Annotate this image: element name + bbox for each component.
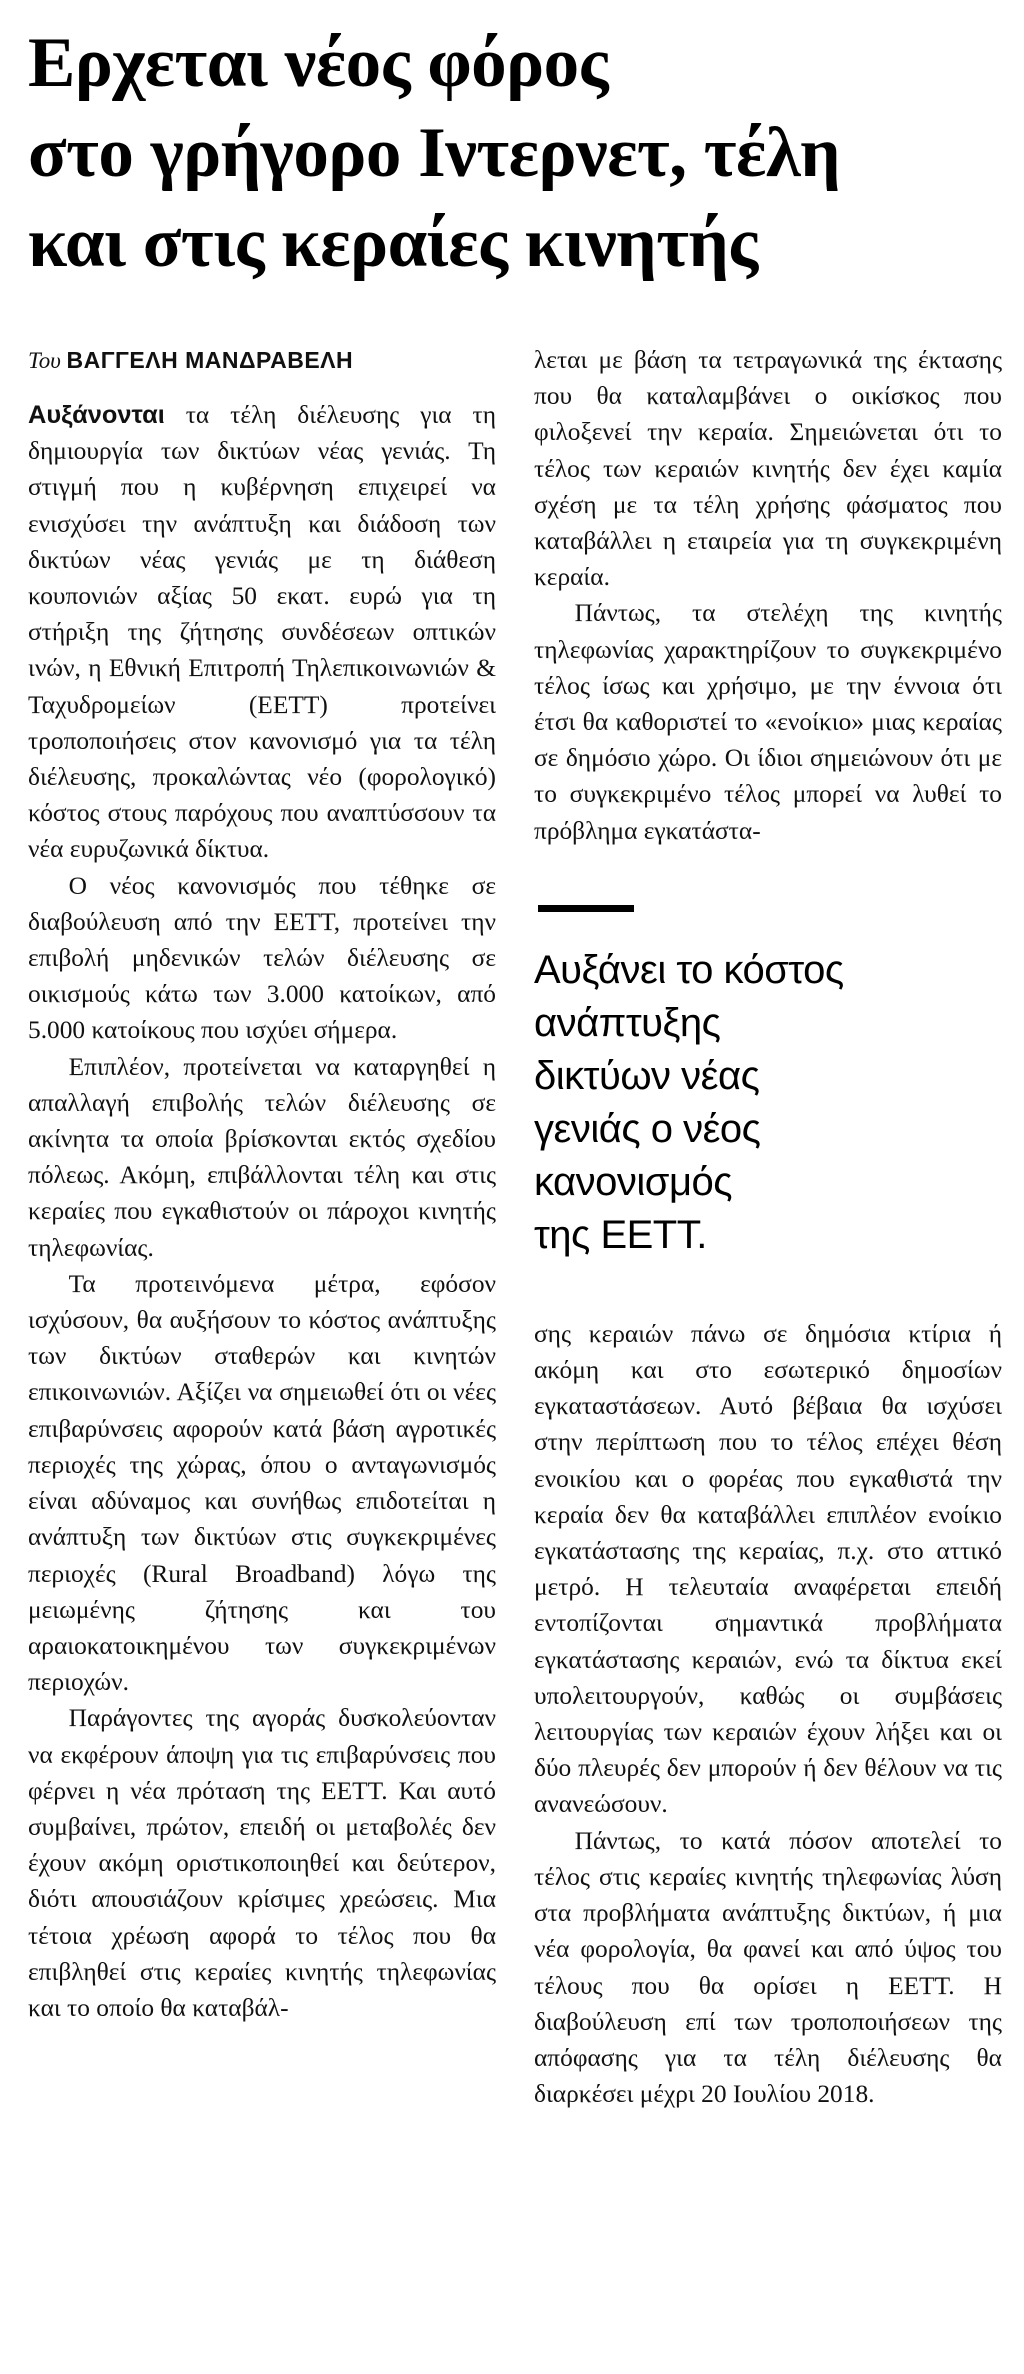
pull-quote-line: κανονισμός: [534, 1159, 733, 1204]
paragraph-text: τα τέλη διέλευσης για τη δημιουργία των δικτύων νέας γενιάς. Τη στιγμή που η κυβέρνηση επιχειρεί να ενισχύσει την ανάπτυξη και διάδοση των δικτύων νέας γενιάς με τη διάθεση κουπονιών αξίας 50 εκατ. ευρώ για τη στήριξη της ζήτησης συνδέσεων οπτικών ινών, η Εθνική Επιτροπή Τηλεπικοινωνιών & Ταχυδρομείων (ΕΕΤΤ) προτείνει τροποποιήσεις στον κανονισμό για τα τέλη διέλευσης, προκαλώντας νέο (φορολογικό) κόστος στους παρόχους που αναπτύσσουν τα νέα ευρυζωνικά δίκτυα.: [28, 401, 496, 864]
pull-quote-line: γενιάς ο νέος: [534, 1106, 761, 1151]
paragraph: Πάντως, τα στελέχη της κινητής τηλεφωνίας χαρακτηρίζουν το συγκεκριμένο τέλος ίσως και χρήσιμο, με την έννοια ότι έτσι θα καθοριστεί το «ενοίκιο» μιας κεραίας σε δημόσιο χώρο. Οι ίδιοι σημειώνουν ότι με το συγκεκριμένο τέλος μπορεί να λυθεί το πρόβλημα εγκατάστα-: [534, 599, 1002, 845]
article-headline: [28, 18, 1002, 288]
pull-quote-rule: [538, 905, 634, 912]
headline-line: Ερχεται νέος φόρος: [28, 24, 609, 102]
pull-quote-text: [534, 944, 1002, 1262]
paragraph: λεται με βάση τα τετραγωνικά της έκτασης που θα καταλαμβάνει ο οικίσκος που φιλοξενεί την κεραία. Σημειώνεται ότι το τέλος των κεραιών κινητής δεν έχει καμία σχέση με τα τέλη χρήσης φάσματος που καταβάλλει η εταιρεία για τη συγκεκριμένη κεραία.: [534, 346, 1002, 592]
byline-prefix: Του: [28, 348, 61, 373]
paragraph: Παράγοντες της αγοράς δυσκολεύονταν να εκφέρουν άποψη για τις επιβαρύνσεις που φέρνει η νέα πρόταση της ΕΕΤΤ. Και αυτό συμβαίνει, πρώτον, επειδή οι μεταβολές δεν έχουν ακόμη οριστικοποιηθεί και δεύτερον, διότι απουσιάζουν κρίσιμες χρεώσεις. Μια τέτοια χρέωση αφορά το τέλος που θα επιβληθεί στις κεραίες κινητής τηλεφωνίας και το οποίο θα καταβάλ-: [28, 1704, 496, 2022]
paragraph: [28, 397, 496, 868]
pull-quote: [534, 905, 1002, 1262]
paragraph: Τα προτεινόμενα μέτρα, εφόσον ισχύσουν, θα αυξήσουν το κόστος ανάπτυξης των δικτύων σταθερών και κινητών επικοινωνιών. Αξίζει να σημειωθεί ότι οι νέες επιβαρύνσεις αφορούν κατά βάση αγροτικές περιοχές της χώρας, όπου ο ανταγωνισμός είναι αδύναμος και συνήθως επιδοτείται η ανάπτυξη των δικτύων στις συγκεκριμένες περιοχές (Rural Broadband) λόγω της μειωμένης ζήτησης και του αραιοκατοικημένου των συγκεκριμένων περιοχών.: [28, 1269, 496, 1697]
right-column: [534, 342, 1002, 2112]
paragraph: σης κεραιών πάνω σε δημόσια κτίρια ή ακόμη και στο εσωτερικό δημοσίων εγκαταστάσεων. Αυτό βέβαια θα ισχύσει στην περίπτωση που το τέλος επέχει θέση ενοικίου και ο φορέας που εγκαθιστά την κεραία δεν θα καταβάλλει επιπλέον ενοίκιο εγκατάστασης της κεραίας, π.χ. στο αττικό μετρό. Η τελευταία αναφέρεται επειδή εντοπίζονται σημαντικά προβλήματα εγκατάστασης κεραιών, ενώ τα δίκτυα εκεί υπολειτουργούν, καθώς οι συμβάσεις λειτουργίας των κεραιών έχουν λήξει και οι δύο πλευρές δεν μπορούν ή δεν θέλουν να τις ανανεώσουν.: [534, 1319, 1002, 1819]
pull-quote-line: δικτύων νέας: [534, 1053, 760, 1098]
article-body: [28, 342, 1002, 2112]
pull-quote-line: ανάπτυξης: [534, 1000, 721, 1045]
paragraph: Πάντως, το κατά πόσον αποτελεί το τέλος στις κεραίες κινητής τηλεφωνίας λύση στα προβλήματα ανάπτυξης δικτύων, ή μια νέα φορολογία, θα φανεί και από ύψος του τέλους που θα ορίσει η ΕΕΤΤ. Η διαβούλευση επί των τροποποιήσεων της απόφασης για τα τέλη διέλευσης θα διαρκέσει μέχρι 20 Ιουλίου 2018.: [534, 1826, 1002, 2109]
paragraph: Επιπλέον, προτείνεται να καταργηθεί η απαλλαγή επιβολής τελών διέλευσης σε ακίνητα τα οποία βρίσκονται εκτός σχεδίου πόλεως. Ακόμη, επιβάλλονται τέλη και στις κεραίες που εγκαθιστούν οι πάροχοι κινητής τηλεφωνίας.: [28, 1052, 496, 1262]
lead-word: Αυξάνονται: [28, 401, 165, 429]
headline-line: στο γρήγορο Ιντερνετ, τέλη: [28, 114, 841, 192]
headline-line: και στις κεραίες κινητής: [28, 204, 758, 282]
left-column: [28, 342, 496, 2112]
pull-quote-line: της ΕΕΤΤ.: [534, 1212, 707, 1257]
pull-quote-line: Αυξάνει το κόστος: [534, 947, 844, 992]
byline-author: ΒΑΓΓΕΛΗ ΜΑΝΔΡΑΒΕΛΗ: [66, 347, 354, 373]
paragraph: Ο νέος κανονισμός που τέθηκε σε διαβούλευση από την ΕΕΤΤ, προτείνει την επιβολή μηδενικών τελών διέλευσης σε οικισμούς κάτω των 3.000 κατοίκων, από 5.000 κατοίκους που ισχύει σήμερα.: [28, 871, 496, 1045]
byline: [28, 342, 496, 379]
